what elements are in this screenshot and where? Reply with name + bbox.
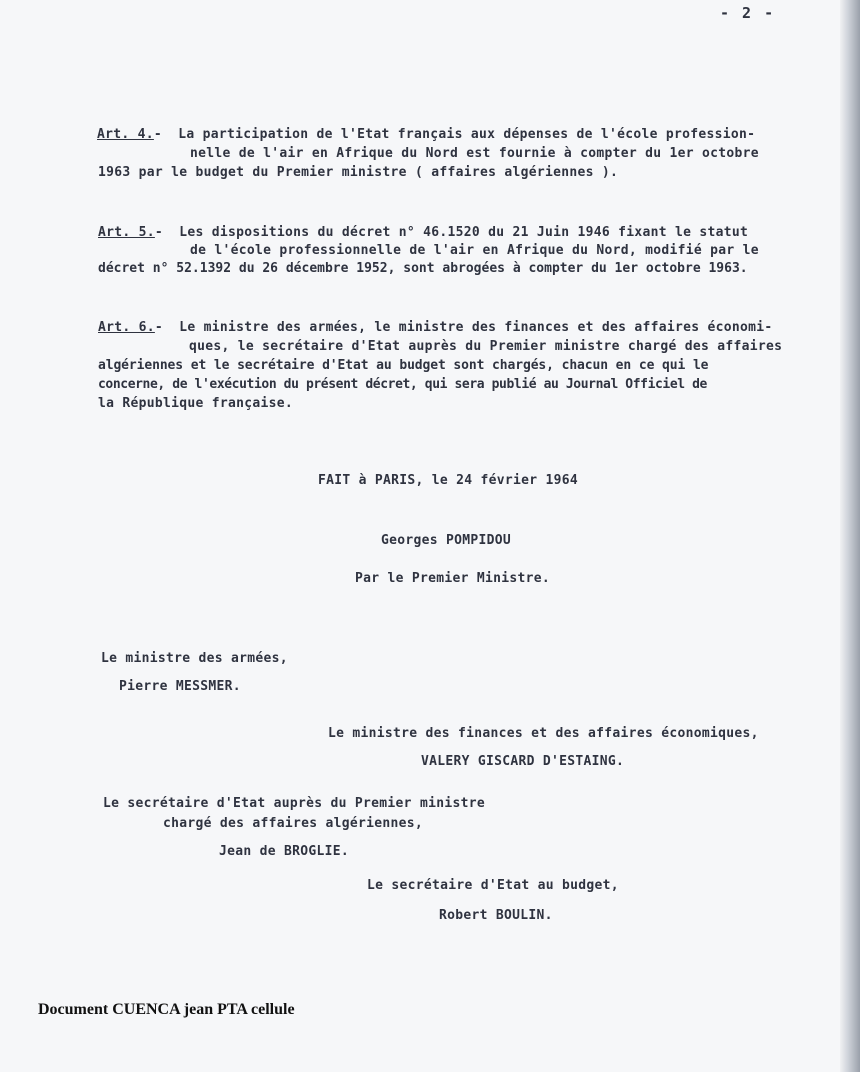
secretary-budget-title: Le secrétaire d'Etat au budget, xyxy=(367,878,619,893)
secretary-algeria-name: Jean de BROGLIE. xyxy=(219,844,350,859)
article-6-label: Art. 6. xyxy=(98,320,155,335)
article-5-line-3: décret n° 52.1392 du 26 décembre 1952, sont abrogées à compter du 1er octobre 1963. xyxy=(98,261,748,276)
armees-minister-name: Pierre MESSMER. xyxy=(119,679,241,694)
article-5-line-2: de l'école professionnelle de l'air en Afrique du Nord, modifié par le xyxy=(190,243,759,258)
article-6-line-5: la République française. xyxy=(98,396,294,411)
prime-minister-by: Par le Premier Ministre. xyxy=(355,571,551,586)
page-number: - 2 - xyxy=(720,4,776,22)
secretary-algeria-title-1: Le secrétaire d'Etat auprès du Premier ministre xyxy=(103,796,485,811)
prime-minister-name: Georges POMPIDOU xyxy=(381,533,512,548)
place-date: FAIT à PARIS, le 24 février 1964 xyxy=(318,473,579,488)
article-6-line-1: Art. 6.- Le ministre des armées, le ministre des finances et des affaires économi- xyxy=(98,320,773,335)
article-4-line-2: nelle de l'air en Afrique du Nord est fournie à compter du 1er octobre xyxy=(190,146,759,161)
article-5-label: Art. 5. xyxy=(98,225,155,240)
finances-minister-name: VALERY GISCARD D'ESTAING. xyxy=(421,754,625,769)
article-4-line-3: 1963 par le budget du Premier ministre ( affaires algériennes ). xyxy=(98,165,619,180)
article-6-line-2: ques, le secrétaire d'Etat auprès du Premier ministre chargé des affaires xyxy=(189,339,783,354)
article-4-label: Art. 4. xyxy=(97,127,154,142)
document-source-note: Document CUENCA jean PTA cellule xyxy=(38,1001,295,1018)
secretary-algeria-title-2: chargé des affaires algériennes, xyxy=(163,816,424,831)
article-6-line-4: concerne, de l'exécution du présent décret, qui sera publié au Journal Officiel de xyxy=(98,377,707,392)
article-5-line-1: Art. 5.- Les dispositions du décret n° 46.1520 du 21 Juin 1946 fixant le statut xyxy=(98,225,749,240)
armees-minister-title: Le ministre des armées, xyxy=(101,651,288,666)
finances-minister-title: Le ministre des finances et des affaires économiques, xyxy=(328,726,759,741)
page-edge-shadow xyxy=(840,0,860,1072)
article-6-line-3: algériennes et le secrétaire d'Etat au budget sont chargés, chacun en ce qui le xyxy=(98,358,709,373)
secretary-budget-name: Robert BOULIN. xyxy=(439,908,553,923)
article-4-line-1: Art. 4.- La participation de l'Etat français aux dépenses de l'école profession- xyxy=(97,127,756,142)
